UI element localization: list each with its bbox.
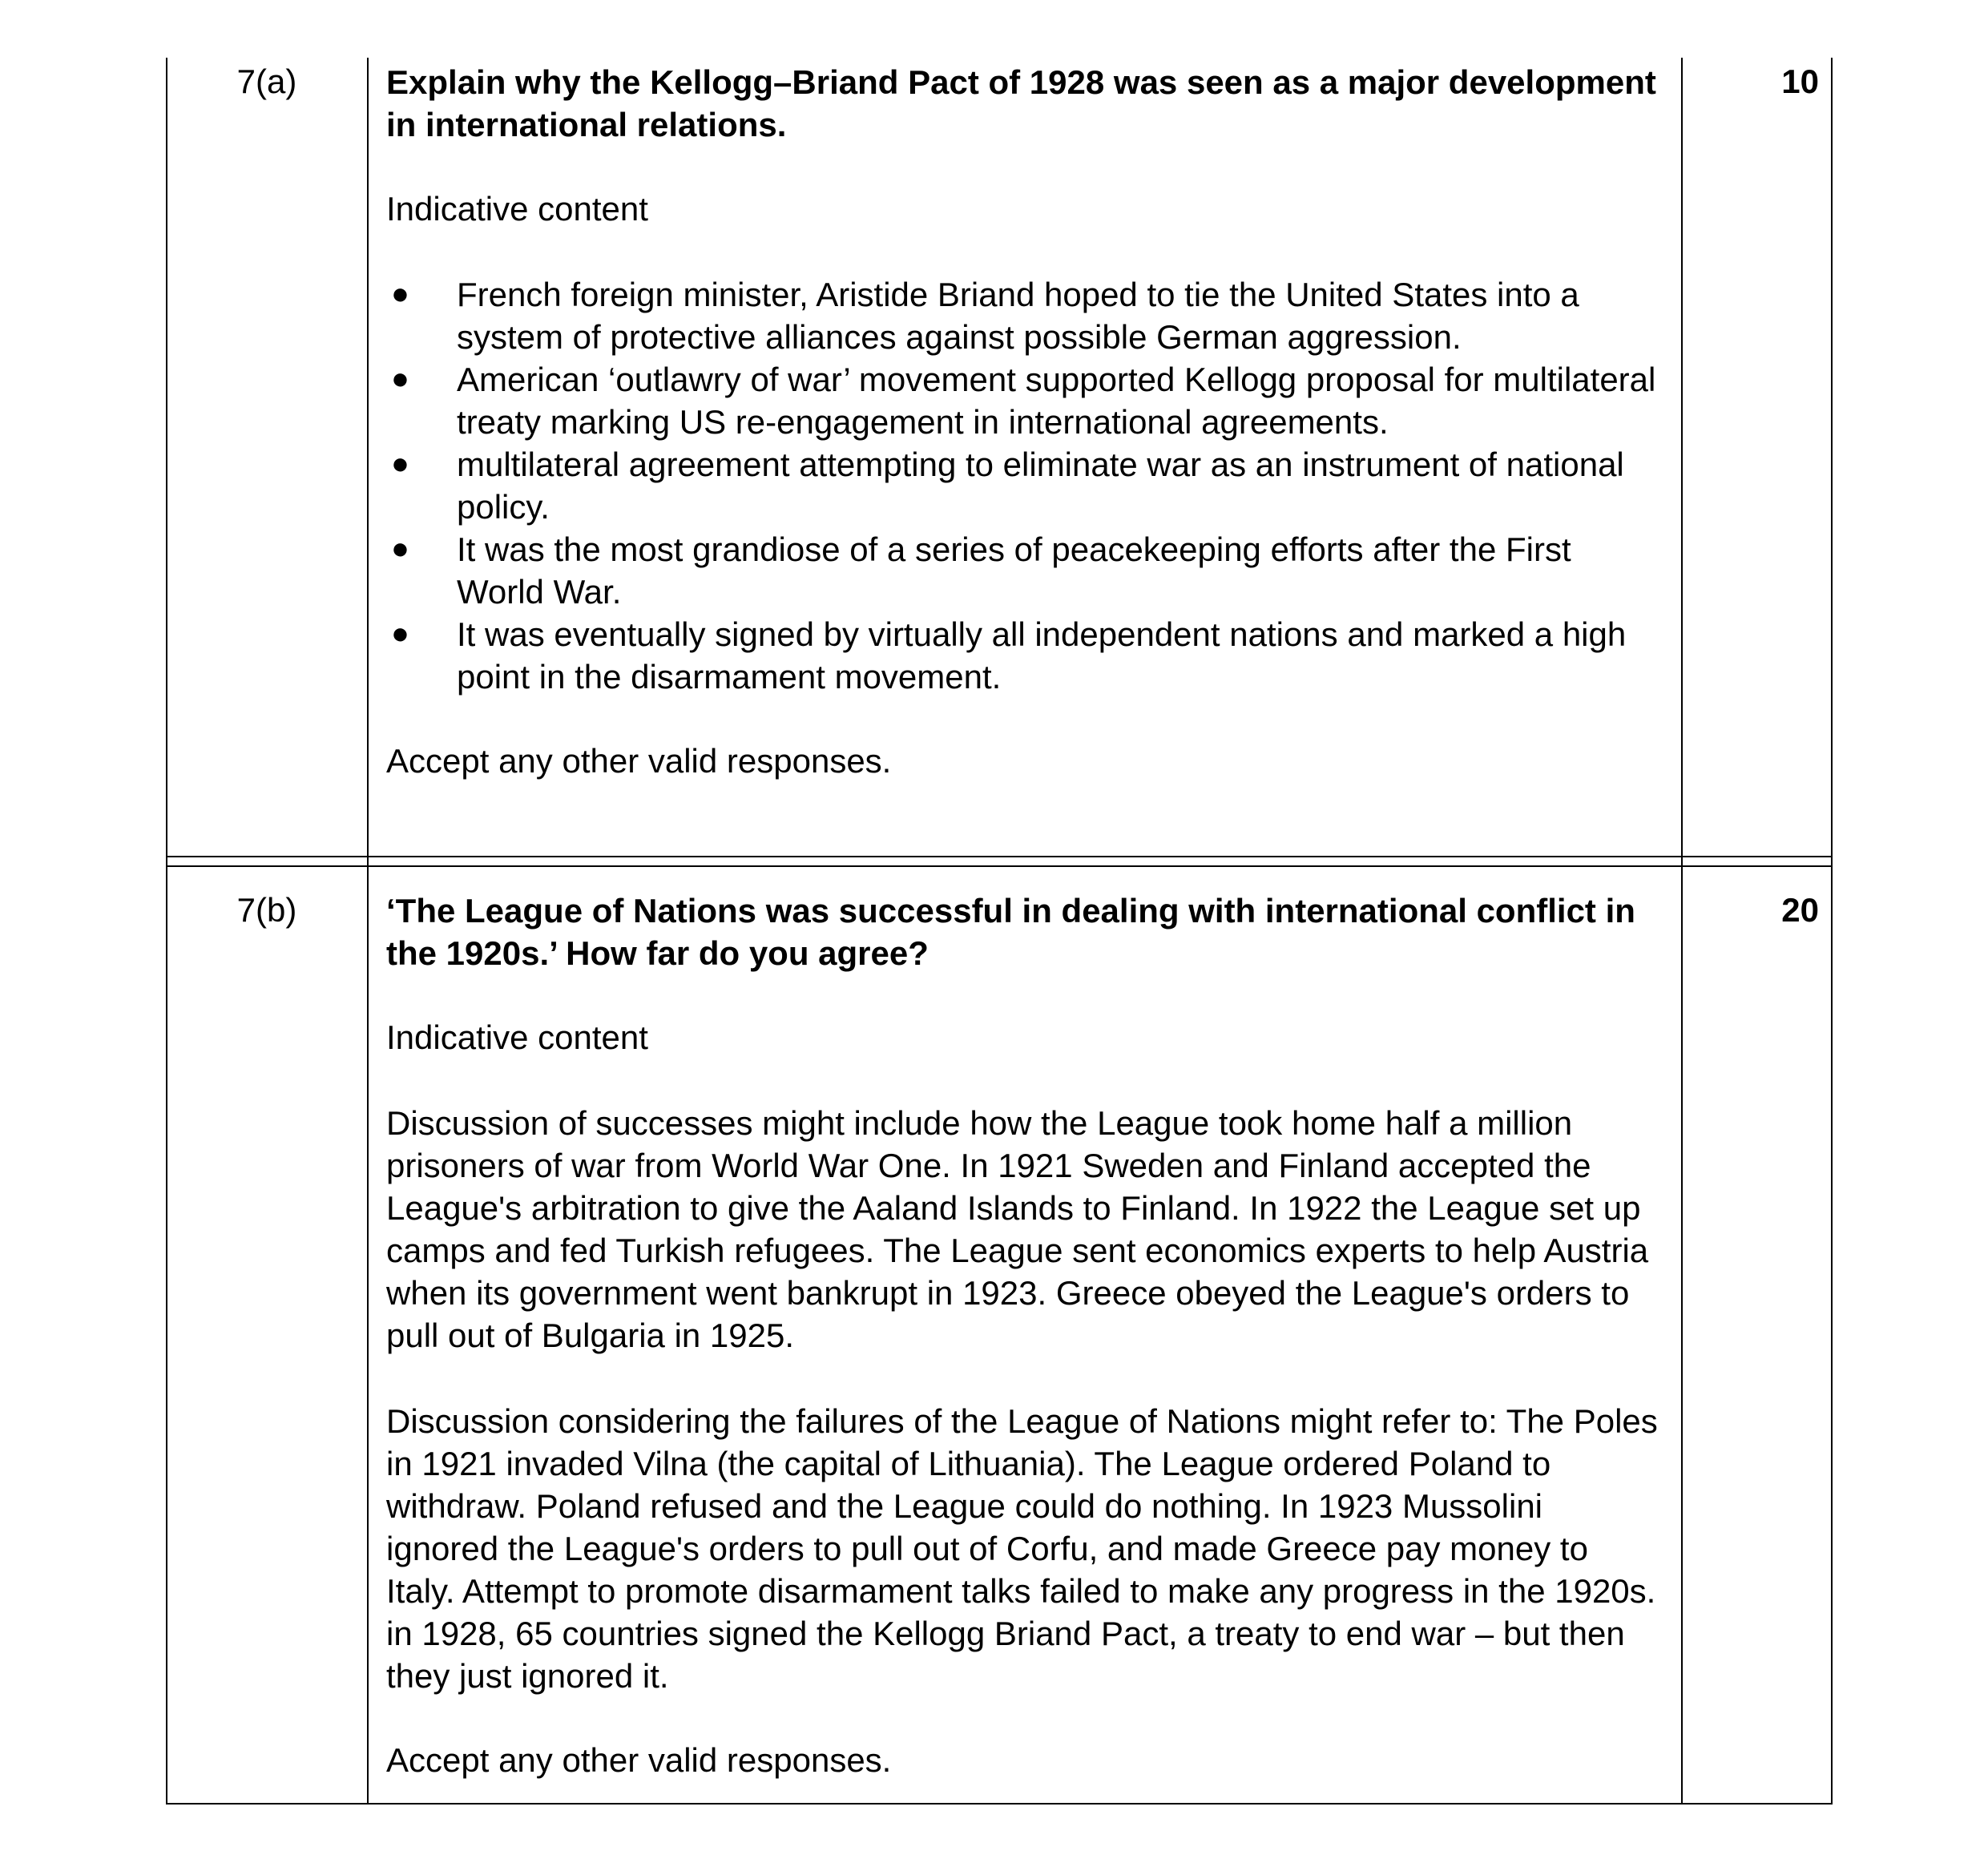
failures-paragraph: Discussion considering the failures of the League of Nations might refer to: The Poles in 1921 invaded Vilna (the capital of Lithuania). The League ordered Poland to withdraw. Poland refused and the League could do nothing. In 1923 Mussolini ignored the League's orders to pull out of Corfu, and made Greece pay money to Italy. Attempt to promote disarmament talks failed to make any progress in the 1920s. in 1928, 65 countries signed the Kellogg Briand Pact, a treaty to end war – but then they just ignored it. xyxy=(386,1402,1658,1695)
indicative-content-label: Indicative content xyxy=(386,190,648,228)
bullet-icon: ● xyxy=(391,617,409,651)
bullet-icon: ● xyxy=(391,532,409,566)
question-number: 7(a) xyxy=(236,63,297,100)
row-separator-bottom xyxy=(166,865,1833,867)
table-left-border xyxy=(166,58,167,1805)
list-item: ● It was eventually signed by virtually all independent nations and marked a high point in the disarmament movement. xyxy=(386,613,1660,698)
bullet-icon: ● xyxy=(391,447,409,481)
bullet-list xyxy=(386,273,1660,698)
answer-guidance xyxy=(386,61,1660,782)
marks-value: 20 xyxy=(1781,891,1819,929)
answer-guidance xyxy=(386,889,1660,1781)
accept-note: Accept any other valid responses. xyxy=(386,742,892,780)
question-text: ‘The League of Nations was successful in dealing with international conflict in the 1920s.’ How far do you agree? xyxy=(386,892,1635,972)
list-item: ● multilateral agreement attempting to eliminate war as an instrument of national policy. xyxy=(386,443,1660,528)
row-separator-top xyxy=(166,856,1833,857)
list-item: ● It was the most grandiose of a series of peacekeeping efforts after the First World War. xyxy=(386,528,1660,613)
question-number: 7(b) xyxy=(236,891,297,929)
bullet-icon: ● xyxy=(391,277,409,311)
table-bottom-border xyxy=(166,1803,1833,1805)
table-right-border xyxy=(1831,58,1833,1805)
list-item: ● American ‘outlawry of war’ movement supported Kellogg proposal for multilateral treaty marking US re-engagement in international agreements. xyxy=(386,358,1660,443)
successes-paragraph: Discussion of successes might include how the League took home half a million prisoners of war from World War One. In 1921 Sweden and Finland accepted the League's arbitration to give the Aaland Islands to Finland. In 1922 the League set up camps and fed Turkish refugees. The League sent economics experts to help Austria when its government went bankrupt in 1923. Greece obeyed the League's orders to pull out of Bulgaria in 1925. xyxy=(386,1104,1649,1354)
question-text: Explain why the Kellogg–Briand Pact of 1928 was seen as a major development in international relations. xyxy=(386,63,1656,143)
indicative-content-label: Indicative content xyxy=(386,1018,648,1056)
accept-note: Accept any other valid responses. xyxy=(386,1741,892,1779)
column-divider-marks xyxy=(1681,58,1683,1805)
column-divider-number xyxy=(367,58,369,1805)
marks-value: 10 xyxy=(1781,63,1819,100)
list-item: ● French foreign minister, Aristide Briand hoped to tie the United States into a system of protective alliances against possible German aggression. xyxy=(386,273,1660,358)
bullet-icon: ● xyxy=(391,362,409,396)
